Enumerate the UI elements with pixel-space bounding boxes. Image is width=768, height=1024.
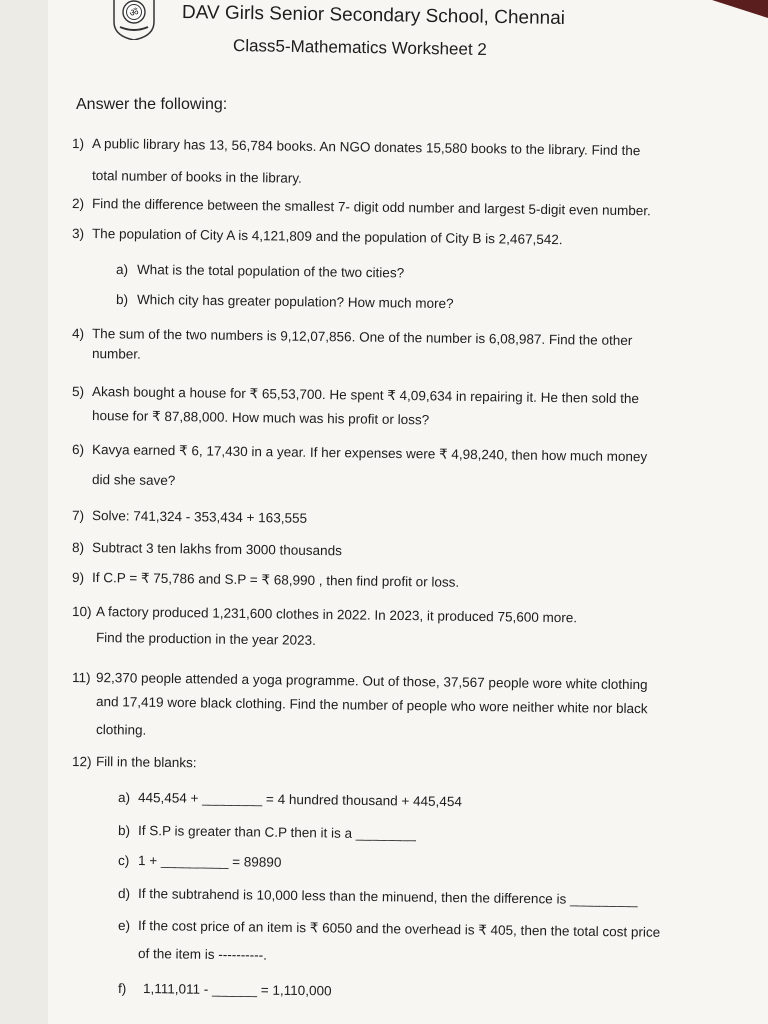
question-text-line: 92,370 people attended a yoga programme. Out of those, 37,567 people wore white clothing bbox=[95, 670, 648, 693]
question-number: 3) bbox=[71, 226, 85, 242]
worksheet-title: Class5-Mathematics Worksheet 2 bbox=[232, 36, 487, 59]
question-number: d) bbox=[117, 886, 131, 902]
question-number: 2) bbox=[71, 196, 85, 212]
question-number: 11) bbox=[71, 670, 91, 686]
question-number: b) bbox=[115, 292, 129, 308]
question-text-line: total number of books in the library. bbox=[91, 168, 302, 186]
question-text-line: The population of City A is 4,121,809 and the population of City B is 2,467,542. bbox=[91, 226, 563, 248]
question-text-line: Find the production in the year 2023. bbox=[95, 630, 316, 648]
question-number: 5) bbox=[71, 384, 85, 400]
question-number: 9) bbox=[71, 570, 85, 586]
question-text-line: 1 + _________ = 89890 bbox=[137, 853, 282, 870]
question-text-line: What is the total population of the two cities? bbox=[136, 262, 405, 281]
instructions-heading: Answer the following: bbox=[76, 96, 228, 113]
question-text-line: If S.P is greater than C.P then it is a ________ bbox=[137, 823, 417, 842]
question-number: 1) bbox=[71, 136, 85, 152]
question-text-line: The sum of the two numbers is 9,12,07,856. One of the number is 6,08,987. Find the other bbox=[91, 326, 633, 349]
question-number: 4) bbox=[71, 326, 85, 342]
question-text-line: Solve: 741,324 - 353,434 + 163,555 bbox=[91, 508, 308, 526]
question-text-line: Akash bought a house for ₹ 65,53,700. He spent ₹ 4,09,634 in repairing it. He then sold the bbox=[91, 384, 640, 407]
question-text-line: did she save? bbox=[91, 472, 176, 489]
question-text-line: A factory produced 1,231,600 clothes in 2022. In 2023, it produced 75,600 more. bbox=[95, 604, 578, 626]
question-number: b) bbox=[117, 823, 131, 839]
question-text-line: clothing. bbox=[95, 722, 147, 738]
question-number: a) bbox=[117, 790, 131, 806]
question-text-line: A public library has 13, 56,784 books. An NGO donates 15,580 books to the library. Find the bbox=[91, 136, 641, 159]
question-text-line: Subtract 3 ten lakhs from 3000 thousands bbox=[91, 540, 342, 559]
question-number: 10) bbox=[71, 604, 92, 620]
question-text-line: Kavya earned ₹ 6, 17,430 in a year. If her expenses were ₹ 4,98,240, then how much money bbox=[91, 442, 648, 465]
logo-om-text: ॐ bbox=[129, 8, 139, 19]
question-number: c) bbox=[117, 853, 130, 869]
question-text-line: If the subtrahend is 10,000 less than the minuend, then the difference is _________ bbox=[137, 886, 638, 908]
question-number: f) bbox=[117, 981, 127, 997]
question-number: 6) bbox=[71, 442, 85, 458]
question-number: a) bbox=[115, 262, 129, 278]
question-number: 7) bbox=[71, 508, 85, 524]
school-name: DAV Girls Senior Secondary School, Chennai bbox=[181, 2, 566, 30]
question-text-line: Find the difference between the smallest 7- digit odd number and largest 5-digit even number. bbox=[91, 196, 651, 219]
question-text-line: 1,111,011 - ______ = 1,110,000 bbox=[142, 981, 332, 999]
question-text-line: 445,454 + ________ = 4 hundred thousand + 445,454 bbox=[137, 790, 462, 810]
question-number: 12) bbox=[71, 754, 92, 770]
question-text-line: and 17,419 wore black clothing. Find the number of people who wore neither white nor black bbox=[95, 694, 648, 717]
question-number: 8) bbox=[71, 540, 85, 556]
question-text-line: If the cost price of an item is ₹ 6050 and the overhead is ₹ 405, then the total cost price bbox=[137, 918, 661, 940]
question-text-line: If C.P = ₹ 75,786 and S.P = ₹ 68,990 , then find profit or loss. bbox=[91, 570, 460, 590]
question-text-line: number. bbox=[91, 346, 141, 362]
question-number: e) bbox=[117, 918, 131, 934]
question-text-line: house for ₹ 87,88,000. How much was his profit or loss? bbox=[91, 408, 430, 428]
school-logo bbox=[108, 0, 160, 40]
question-text-line: Which city has greater population? How much more? bbox=[136, 292, 454, 312]
question-text-line: Fill in the blanks: bbox=[95, 754, 197, 771]
question-text-line: of the item is ----------. bbox=[137, 946, 268, 963]
